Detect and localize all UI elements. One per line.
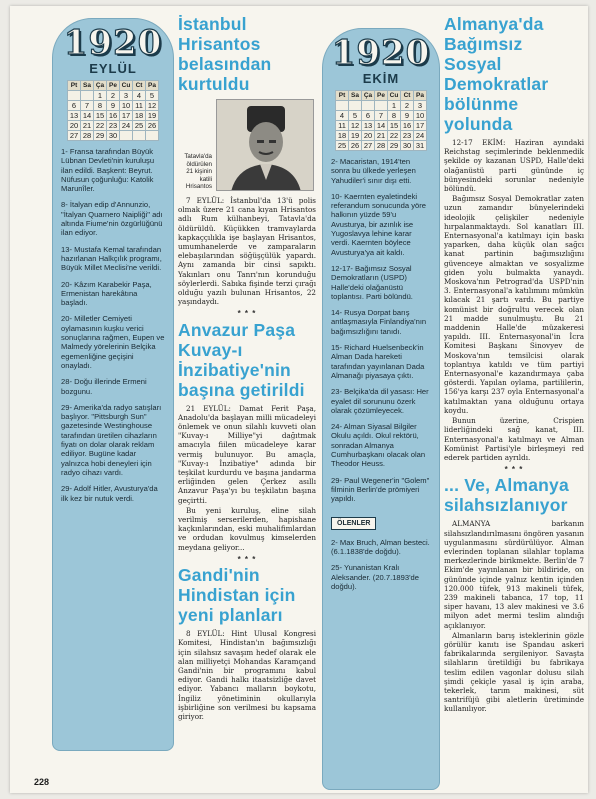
article-hrisantos: [178, 196, 316, 306]
page-number: 228: [34, 777, 50, 787]
calendar-day: 3: [414, 101, 427, 111]
calendar-weekday-row: [336, 91, 427, 101]
calendar-day: 21: [375, 131, 388, 141]
calendar-grid: [335, 90, 427, 151]
calendar-day: 16: [107, 111, 120, 121]
article-paragraph: 12-17 EKİM: Haziran ayındaki Reichstag seçimlerinde beklenmedik şekilde oy kazanan USPD, Halle'deki olağanüstü parti gününde iç bünyesindeki sorunlar nedeniyle bölündü.: [444, 138, 584, 194]
calendar-day: 10: [120, 101, 133, 111]
calendar-week-row: [336, 101, 427, 111]
calendar-year: 1920: [63, 23, 163, 63]
article-gandhi: [178, 629, 316, 721]
article-paragraph: Almanların barış isteklerinin gözle görülür kanıtı ise Spandau askeri fabrikalarında sergileniyor. Savaşta silahların üretildiği bu fabrikaya teslim edilen vagonlar dolusu silah şimdi çekiçle yasal iş için araba, tekerlek, tarım makinesi, süt santrifüjü gibi aletlerin üretiminde kullanılıyor.: [444, 630, 584, 714]
calendar-day: 12: [146, 101, 159, 111]
weekday-label: Pa: [146, 81, 159, 91]
calendar-event: 24- Alman Siyasal Bilgiler Okulu açıldı. Okul rektörü, sonradan Almanya Cumhurbaşkanı olacak olan Theodor Heuss.: [331, 422, 426, 469]
calendar-day: 6: [68, 101, 81, 111]
calendar-day: 13: [362, 121, 375, 131]
headline-disarmament: ... Ve, Almanya silahsızlanıyor: [444, 475, 569, 516]
calendar-sidebar-september: [52, 18, 174, 751]
calendar-sidebar-october: [322, 28, 440, 790]
weekday-label: Cu: [120, 81, 133, 91]
calendar-year: 1920: [331, 33, 431, 73]
weekday-label: Pe: [107, 81, 120, 91]
calendar-day: 29: [94, 131, 107, 141]
event-list: [323, 157, 439, 504]
calendar-day: 26: [349, 141, 362, 151]
calendar-week-row: [68, 111, 159, 121]
calendar-day: 20: [68, 121, 81, 131]
calendar-week-row: [336, 121, 427, 131]
separator-stars: * * *: [237, 554, 257, 564]
weekday-label: Pt: [336, 91, 349, 101]
portrait-photo: [216, 99, 314, 191]
calendar-event: 15- Richard Huelsenbeck'in Alman Dada hareketi tarafından yayınlanan Dada Almanağı piyasaya çıktı.: [331, 343, 425, 380]
calendar-day: 1: [94, 91, 107, 101]
photo-caption: Tatavla'da öldürülen 21 kişinin katili Hrisantos: [184, 153, 212, 191]
calendar-day: 6: [362, 111, 375, 121]
calendar-day: 28: [81, 131, 94, 141]
calendar-day: 2: [107, 91, 120, 101]
calendar-month: EYLÜL: [89, 61, 137, 76]
calendar-day: [68, 91, 81, 101]
calendar-day: 14: [81, 111, 94, 121]
article-paragraph: 8 EYLÜL: Hint Ulusal Kongresi Komitesi, Hindistan'ın bağımsızlığı için silahsız savaşım hedef olarak ele alan milliyetçi Mohandas Karamçand Gandi'nin bir programını kabul ediyor. Gandi halkı itaatsizliğe davet ediyor. Yabancı malların boykotu, İngiliz yönetiminin okullarıyla işbirliğine son verilmesi bu kapsama giriyor.: [178, 629, 316, 721]
calendar-day: 11: [336, 121, 349, 131]
calendar-day: [336, 101, 349, 111]
calendar-day: 24: [414, 131, 427, 141]
calendar-day: 13: [68, 111, 81, 121]
calendar-day: [81, 91, 94, 101]
calendar-day: 3: [120, 91, 133, 101]
calendar-day: 19: [146, 111, 159, 121]
weekday-label: Sa: [349, 91, 362, 101]
calendar-event: 8- İtalyan edip d'Annunzio, "İtalyan Quarnero Naipliği" adı altında Fiume'nin özgürlüğünü ilan ediyor.: [61, 200, 163, 238]
headline-hrisantos: İstanbul Hrisantos belasından kurtuldu: [178, 14, 272, 94]
deaths-list: [331, 538, 431, 591]
calendar-event: 29- Adolf Hitler, Avusturya'da ilk kez bir nutuk verdi.: [61, 484, 158, 503]
calendar-week-row: [68, 121, 159, 131]
calendar-day: 2: [401, 101, 414, 111]
calendar-day: 29: [388, 141, 401, 151]
calendar-event: 20- Kâzım Karabekir Paşa, Ermenistan harekâtına başladı.: [61, 279, 152, 308]
calendar-day: [362, 101, 375, 111]
calendar-event: 13- Mustafa Kemal tarafından hazırlanan Halkçılık programı, Büyük Millet Meclisi'ne verildi.: [61, 244, 162, 273]
calendar-day: 18: [133, 111, 146, 121]
photo-row: [178, 99, 316, 191]
calendar-day: 19: [349, 131, 362, 141]
weekday-label: Ça: [94, 81, 107, 91]
calendar-day: 18: [336, 131, 349, 141]
calendar-day: 30: [107, 131, 120, 141]
news-column-2: [178, 14, 316, 784]
calendar-day: 5: [146, 91, 159, 101]
article-anzavur: [178, 404, 316, 552]
weekday-label: Sa: [81, 81, 94, 91]
calendar-event: 29- Amerika'da radyo satışları başlıyor. "Pittsburgh Sun" gazetesinde Westinghouse tarafından üretilen cihazların fiyatı on dolar olarak reklam ediliyor. Bugüne kadar yalnızca hobi deneyleri için radyo cihazı vardı.: [61, 402, 162, 477]
calendar-day: 30: [401, 141, 414, 151]
weekday-label: Cu: [388, 91, 401, 101]
weekday-label: Pt: [68, 81, 81, 91]
calendar-day: 9: [107, 101, 120, 111]
death-entry: 25- Yunanistan Kralı Aleksander. (20.7.1893'de doğdu).: [331, 563, 419, 591]
calendar-week-row: [336, 111, 427, 121]
portrait-illustration: [217, 100, 314, 191]
calendar-week-row: [336, 131, 427, 141]
weekday-label: Ct: [401, 91, 414, 101]
calendar-event: 23- Belçika'da dil yasası: Her eyalet dil sorununu özerk olarak çözümleyecek.: [331, 387, 429, 415]
calendar-day: 26: [146, 121, 159, 131]
calendar-day: 20: [362, 131, 375, 141]
calendar-day: 8: [388, 111, 401, 121]
article-disarmament: [444, 519, 584, 713]
calendar-day: 25: [133, 121, 146, 131]
death-entry: 2- Max Bruch, Alman besteci. (6.1.1838'de doğdu).: [331, 537, 430, 557]
calendar-grid: [67, 80, 159, 141]
weekday-label: Ct: [133, 81, 146, 91]
calendar-day: [375, 101, 388, 111]
calendar-day: 5: [349, 111, 362, 121]
calendar-header: [53, 23, 173, 76]
calendar-event: 14- Rusya Dorpat barış antlaşmasıyla Finlandiya'nın bağımsızlığını tanıdı.: [331, 308, 427, 336]
calendar-weekday-row: [68, 81, 159, 91]
calendar-day: [146, 131, 159, 141]
calendar-week-row: [68, 131, 159, 141]
calendar-day: 31: [414, 141, 427, 151]
calendar-day: 21: [81, 121, 94, 131]
calendar-day: 7: [81, 101, 94, 111]
calendar-day: 15: [94, 111, 107, 121]
article-paragraph: ALMANYA barkanın silahsızlandırılmasını öngören yasanın uygulanmasını sürdürülüyor. Alman evlerinden toplanan silahlar toplama merkezlerinde birikmekte. Berlin'de 7 Ekim'de yayınlanan bir bildiride, on gününde içinde yalnız kentin içinden 120.000 tüfek, 913 makineli tüfek, 239 makineli tabanca, 17 top, 11 siper havanı, 13 alev makinesi ve 3.6 milyon adet mermi teslim alındığı açıklanıyor.: [444, 519, 584, 630]
calendar-day: [349, 101, 362, 111]
calendar-day: 7: [375, 111, 388, 121]
calendar-day: 23: [401, 131, 414, 141]
calendar-event: 28- Doğu illerinde Ermeni bozgunu.: [61, 377, 147, 396]
calendar-day: 17: [414, 121, 427, 131]
calendar-event: 29- Paul Wegener'in "Golem" filminin Berlin'de prömiyeri yapıldı.: [331, 475, 430, 504]
magazine-page: [10, 6, 588, 793]
calendar-event: 2- Macaristan, 1914'ten sonra bu ülkede yerleşen Yahudiler'i sınır dışı etti.: [331, 157, 416, 185]
calendar-day: 4: [336, 111, 349, 121]
calendar-day: [120, 131, 133, 141]
calendar-week-row: [336, 141, 427, 151]
calendar-day: 24: [120, 121, 133, 131]
calendar-month: EKİM: [362, 71, 400, 86]
calendar-day: 25: [336, 141, 349, 151]
news-column-4: [444, 14, 584, 784]
calendar-header: [323, 33, 439, 86]
calendar-day: 23: [107, 121, 120, 131]
calendar-day: 9: [401, 111, 414, 121]
calendar-day: 10: [414, 111, 427, 121]
calendar-event: 20- Milletler Cemiyeti oylamasının kuşku verici sonuçlarına rağmen, Eupen ve Malmedy yörelerinin Belçika egemenliğine geçişini onayladı.: [61, 314, 165, 370]
article-paragraph: Bu yeni kuruluş, eline silah verilmiş serserilerden, hapishane kaçkınlarından, eski muhalifimlardan ve ordudan kovulmuş kimselerden meydana geliyor...: [178, 505, 316, 552]
calendar-event: 12-17- Bağımsız Sosyal Demokratların (USPD) Halle'deki olağanüstü toplantısı. Parti bölündü.: [331, 263, 413, 301]
article-paragraph: Bunun üzerine, Crispien liderliğindeki sağ kanat, III. Enternasyonal'a katılmayı ve Alman Komünist Partisi'yle birleşmeyi red ederek partiden ayrıldı.: [444, 416, 584, 462]
calendar-day: 27: [362, 141, 375, 151]
calendar-event: 1- Fransa tarafından Büyük Lübnan Devleti'nin kuruluşu ilan edildi. Başkent: Beyrut. Nüfusun çoğunluğu: Katolik Marunîler.: [61, 147, 155, 194]
calendar-day: 14: [375, 121, 388, 131]
calendar-day: 4: [133, 91, 146, 101]
headline-uspd: Almanya'da Bağımsız Sosyal Demokratlar bölünme yolunda: [444, 14, 549, 134]
weekday-label: Pe: [375, 91, 388, 101]
calendar-day: 16: [401, 121, 414, 131]
calendar-day: 28: [375, 141, 388, 151]
calendar-day: 12: [349, 121, 362, 131]
calendar-week-row: [68, 91, 159, 101]
calendar-day: 8: [94, 101, 107, 111]
weekday-label: Pa: [414, 91, 427, 101]
deaths-section: [323, 511, 439, 592]
calendar-day: 17: [120, 111, 133, 121]
calendar-day: 15: [388, 121, 401, 131]
calendar-day: 27: [68, 131, 81, 141]
deaths-label: ÖLENLER: [331, 517, 376, 530]
calendar-day: 1: [388, 101, 401, 111]
weekday-label: Ça: [362, 91, 375, 101]
separator-stars: * * *: [237, 309, 257, 319]
event-list: [53, 147, 173, 503]
calendar-day: 11: [133, 101, 146, 111]
article-paragraph: Bağımsız Sosyal Demokratlar zaten uzun zamandır bünyelerindeki ideolojik çelişkiler nedeniyle hırpalanmaktaydı. Sol kanatları III. Enternasyonal'a katılmayı için baskı yaparken, daha küçük olan sağcı kanat partinin bağımsızlığını güvenceye almaktan ve sosyalizme giden yolu bulmakta yanaydı. Moskova'nın Petrograd'da USPD'nin 3. Enternasyonal'a katılımını mümkün kılacak 21 şartı vardı. Bu partiye komünist bir doğrultu verecek olan 21 madde sunulmuştu. Bu 21 maddenin Halle'de müzakeresi yapıldı. III. Enternasyonal'in İcra Komitesi Başkanı Sinovyev de Moskova'nın temsilcisi olarak toplantıya katıldı ve tüm partiyi Enternasyonal'e kazandırmaya çaba gösterdi. Yapılan oylama, partililerin, 156'ya karşı 237 oyla Enternasyonal'a katılmaktan yana olduğunu ortaya koydu.: [444, 194, 584, 415]
article-paragraph: 7 EYLÜL: İstanbul'da 13'ü polis olmak üzere 21 cana kıyan Hrisantos adlı Rum külhanbeyi, Tatavla'da öldürüldü. Küçükken tramvaylarda kapkaççılıkla işe başlayan Hrisantos, umumhanelerde ve zamparaların elebaşılarından söğüşçülük yapardı. Aynı zamanda bir cinsi sapıktı. Yakınları onu Tanrı'nın korunduğu söylerlerdi. Sabıka fişinde terzi çırağı olduğu yazılı bulunan Hrisantos, 22 yaşındaydı.: [178, 196, 316, 307]
calendar-day: 22: [94, 121, 107, 131]
article-uspd: [444, 138, 584, 462]
calendar-event: 10- Kaernten eyaletindeki referandum sonucunda yöre halkının yüzde 59'u Avusturya, bir azınlık ise Yugoslavya lehine karar verdi. Kaernten böylece Avusturya'ya ait kaldı.: [331, 191, 426, 257]
headline-anzavur: Anvazur Paşa Kuvay-ı İnzibatiye'nin başına getirildi: [178, 319, 305, 400]
headline-gandhi: Gandi'nin Hindistan için yeni planları: [178, 565, 296, 626]
calendar-day: [133, 131, 146, 141]
calendar-day: 22: [388, 131, 401, 141]
calendar-week-row: [68, 101, 159, 111]
article-paragraph: 21 EYLÜL: Damat Ferit Paşa, Anadolu'da başlayan milli mücadeleyi önlemek ve onun silahlı kuvveti olan "Kuvay-ı Milliye"yi dağıtmak amacıyla fiilen mücadeleye karar vermiş bulunuyor. Bu amaçla, "Kuvay-ı İnzibatiye" adında bir teşkilat kurdurdu ve başına jandarma erliğinden gelen Çerkez asıllı Anzavur Paşa'yı bu teşkilatın başına geçirtti.: [178, 403, 316, 505]
separator-stars: * * *: [504, 465, 524, 475]
